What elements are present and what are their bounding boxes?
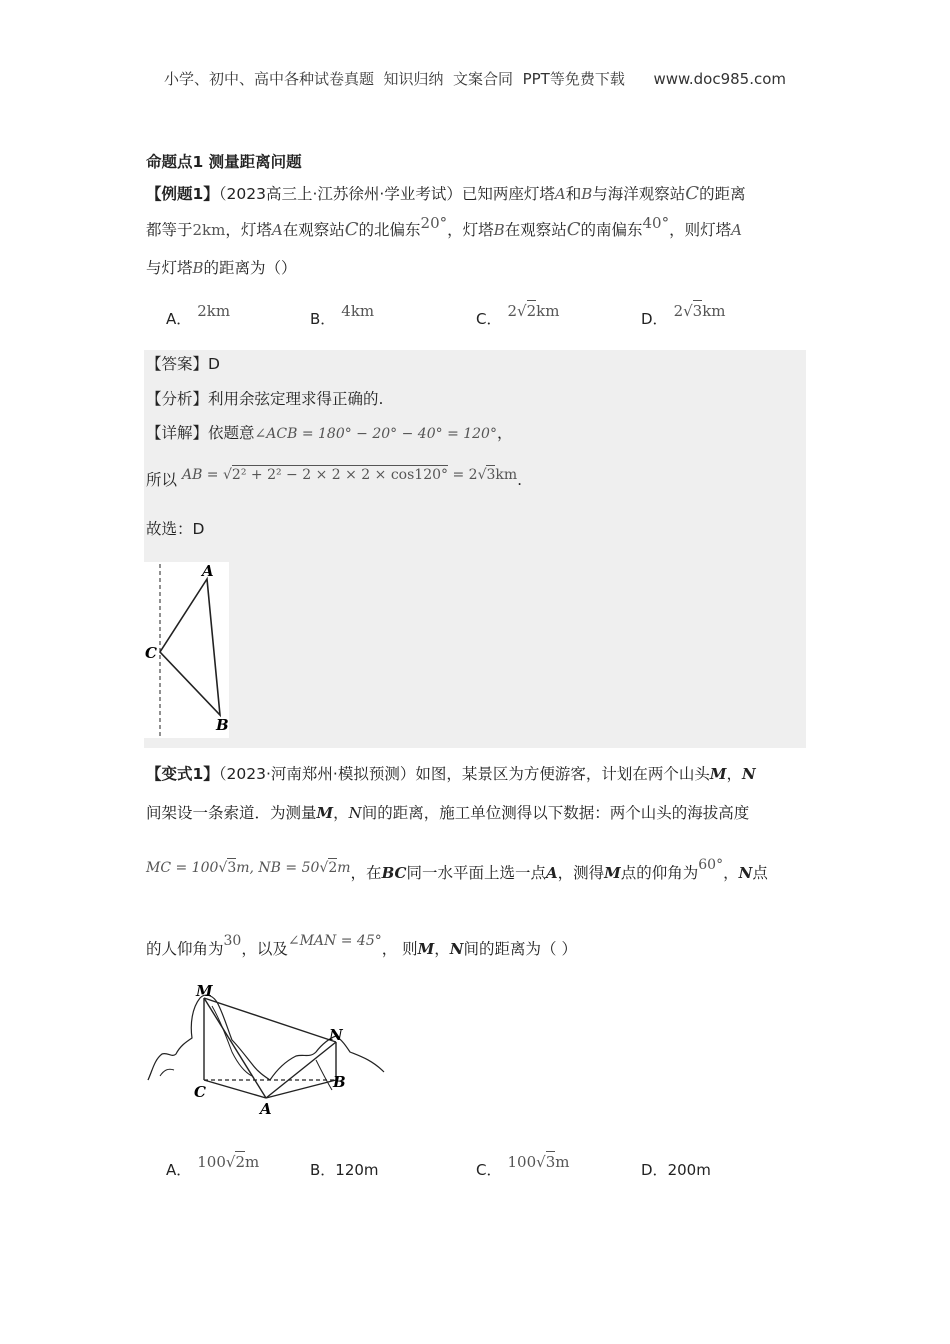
coef: 2	[507, 302, 518, 320]
radicand: 2	[235, 1153, 246, 1171]
math-C: C	[685, 183, 700, 204]
example1-line1	[146, 183, 746, 205]
radicand: 3	[545, 1153, 556, 1171]
text: 间架设一条索道．为测量	[146, 804, 317, 822]
math-M: M	[417, 940, 435, 958]
option-label: D．	[641, 1161, 668, 1179]
example-tag: 【例题1】	[146, 185, 219, 203]
label-M: M	[196, 982, 213, 1000]
option-label: B．	[310, 1161, 336, 1179]
text: 在观察站	[282, 221, 345, 239]
math-dist: 2km	[192, 221, 226, 239]
math-N: N	[738, 864, 753, 882]
math-BC: BC	[381, 864, 407, 882]
text: ，灯塔	[447, 221, 494, 239]
answer-label: 【答案】	[146, 355, 209, 373]
variant1-line2	[146, 802, 749, 824]
height-formula: MC = 100√3m, NB = 50√2m	[146, 860, 351, 876]
option-d[interactable]	[641, 302, 726, 329]
right-mountain-outline	[270, 1036, 384, 1080]
text: 和	[565, 185, 582, 203]
ab-radicand: 2² + 2² − 2 × 2 × 2 × cos120°	[231, 467, 449, 483]
text: 的距离为（）	[203, 259, 297, 277]
ab-line	[146, 469, 522, 492]
example-source: （2023高三上·江苏徐州·学业考试）	[218, 185, 462, 203]
math-A: A	[545, 864, 558, 882]
detail-label: 【详解】	[146, 424, 209, 442]
option-value: 100√2m	[197, 1153, 260, 1171]
math-N: N	[742, 765, 756, 783]
text: ，	[723, 864, 739, 882]
detail-line	[146, 422, 512, 445]
math-A: A	[731, 221, 742, 239]
unit: km	[702, 302, 726, 320]
ab-rhs: = 2	[452, 467, 478, 483]
text: 都等于	[146, 221, 193, 239]
text: ，则灯塔	[669, 221, 732, 239]
choose-line	[146, 518, 204, 540]
text: 在观察站	[504, 221, 567, 239]
option-value: 2√3km	[673, 302, 726, 320]
triangle-shape	[160, 579, 220, 715]
math-B: B	[493, 221, 505, 239]
variant-tag: 【变式1】	[146, 765, 219, 783]
option-value: 100√3m	[507, 1153, 570, 1171]
option-label: D．	[641, 310, 668, 328]
label-C: C	[145, 644, 157, 662]
mountains-svg	[140, 980, 390, 1120]
text: 同一水平面上选一点	[406, 864, 546, 882]
option-b[interactable]	[310, 302, 375, 329]
angle-man: ∠MAN = 45°	[287, 933, 382, 949]
label-A: A	[202, 562, 214, 580]
label-C: C	[194, 1083, 206, 1101]
math-angle: 40°	[642, 214, 670, 232]
label-N: N	[329, 1026, 343, 1044]
analysis-line	[146, 388, 383, 410]
right-detail	[316, 1060, 332, 1090]
option-a[interactable]	[166, 302, 231, 329]
radicand: 3	[227, 860, 237, 876]
text: .	[517, 471, 523, 489]
detail-text: 依题意	[208, 424, 255, 442]
radicand: 3	[692, 302, 703, 320]
ab-unit: km	[495, 467, 518, 483]
figure-triangle	[144, 562, 229, 738]
math-B: B	[581, 185, 593, 203]
text: ，	[726, 765, 742, 783]
math-N: N	[348, 804, 362, 822]
math-B: B	[192, 259, 204, 277]
ab-formula: AB = √2² + 2² − 2 × 2 × 2 × cos120° = 2√3km	[181, 467, 518, 483]
text: ， 则	[381, 940, 418, 958]
option-value: 2km	[197, 302, 231, 320]
variant1-line1	[146, 763, 756, 785]
variant-option-c[interactable]	[476, 1153, 570, 1180]
left-mountain-outline	[148, 995, 270, 1080]
text: ，在	[350, 864, 382, 882]
line-MN	[204, 998, 336, 1042]
math-M: M	[709, 765, 727, 783]
math-C: C	[344, 219, 359, 240]
label-B: B	[216, 716, 229, 734]
text: 的南偏东	[580, 221, 643, 239]
math-C: C	[566, 219, 581, 240]
angle-60: 60°	[698, 857, 724, 873]
formula-end: m	[337, 860, 351, 876]
option-label: A．	[166, 310, 192, 328]
detail-formula: ∠ACB = 180° − 20° − 40° = 120°	[254, 426, 497, 442]
analysis-text: 利用余弦定理求得正确的.	[208, 390, 384, 408]
unit: m	[245, 1153, 260, 1171]
variant-option-b[interactable]	[310, 1159, 379, 1180]
math-A: A	[271, 221, 283, 239]
example1-line3	[146, 257, 297, 279]
variant1-line4	[146, 933, 577, 961]
formula-mid: m, NB = 50	[236, 860, 320, 876]
option-value: 120m	[335, 1161, 379, 1179]
text: 点的仰角为	[620, 864, 699, 882]
figure-mountains	[140, 980, 390, 1120]
triangle-svg	[144, 562, 229, 738]
option-label: C．	[476, 1161, 502, 1179]
text: 间的距离为（ ）	[463, 940, 577, 958]
text: 的北偏东	[358, 221, 421, 239]
coef: 2	[673, 302, 684, 320]
option-value: 200m	[667, 1161, 711, 1179]
option-value: 2√2km	[507, 302, 560, 320]
choose-value: D	[192, 520, 205, 538]
ab-rhs-rad: 3	[486, 467, 496, 483]
answer-value: D	[208, 355, 220, 373]
ab-lhs: AB =	[181, 467, 219, 483]
text: 点	[752, 864, 768, 882]
math-M: M	[604, 864, 621, 882]
answer-line	[146, 353, 220, 375]
radicand: 2	[328, 860, 338, 876]
option-value: 4km	[341, 302, 375, 320]
option-label: B．	[310, 310, 336, 328]
page-header: 小学、初中、高中各种试卷真题 知识归纳 文案合同 PPT等免费下载 www.doc985.com	[163, 70, 787, 88]
label-A: A	[260, 1100, 272, 1118]
variant-source: （2023·河南郑州·模拟预测）	[218, 765, 416, 783]
text: ，	[496, 424, 513, 442]
text: 所以	[146, 471, 178, 489]
text: ，灯塔	[225, 221, 272, 239]
text: ，以及	[241, 940, 288, 958]
variant1-line3	[146, 857, 768, 885]
text: 如图，某景区为方便游客，计划在两个山头	[415, 765, 710, 783]
formula-mc: MC = 100	[146, 860, 219, 876]
math-angle: 20°	[420, 214, 448, 232]
angle-30: 30	[223, 933, 242, 949]
text: ，测得	[557, 864, 605, 882]
math-A: A	[554, 185, 566, 203]
text: 与海洋观察站	[592, 185, 686, 203]
left-detail	[148, 1069, 174, 1080]
variant-option-a[interactable]	[166, 1153, 260, 1180]
coef: 100	[197, 1153, 226, 1171]
text: ，	[434, 940, 450, 958]
analysis-label: 【分析】	[146, 390, 209, 408]
radicand: 2	[526, 302, 537, 320]
section-title: 命题点1 测量距离问题	[146, 153, 302, 171]
unit: m	[555, 1153, 570, 1171]
text: 的人仰角为	[146, 940, 224, 958]
variant-option-d[interactable]	[641, 1159, 711, 1180]
math-M: M	[316, 804, 334, 822]
option-label: C．	[476, 310, 502, 328]
choose-label: 故选：	[146, 520, 193, 538]
label-B: B	[333, 1073, 346, 1091]
option-label: A．	[166, 1161, 192, 1179]
option-c[interactable]	[476, 302, 560, 329]
unit: km	[536, 302, 560, 320]
text: 已知两座灯塔	[461, 185, 555, 203]
text: 与灯塔	[146, 259, 193, 277]
text: ，	[333, 804, 349, 822]
text: 的距离	[699, 185, 746, 203]
math-N: N	[449, 940, 464, 958]
text: 间的距离，施工单位测得以下数据：两个山头的海拔高度	[361, 804, 750, 822]
example1-line2	[146, 214, 742, 241]
coef: 100	[507, 1153, 537, 1171]
